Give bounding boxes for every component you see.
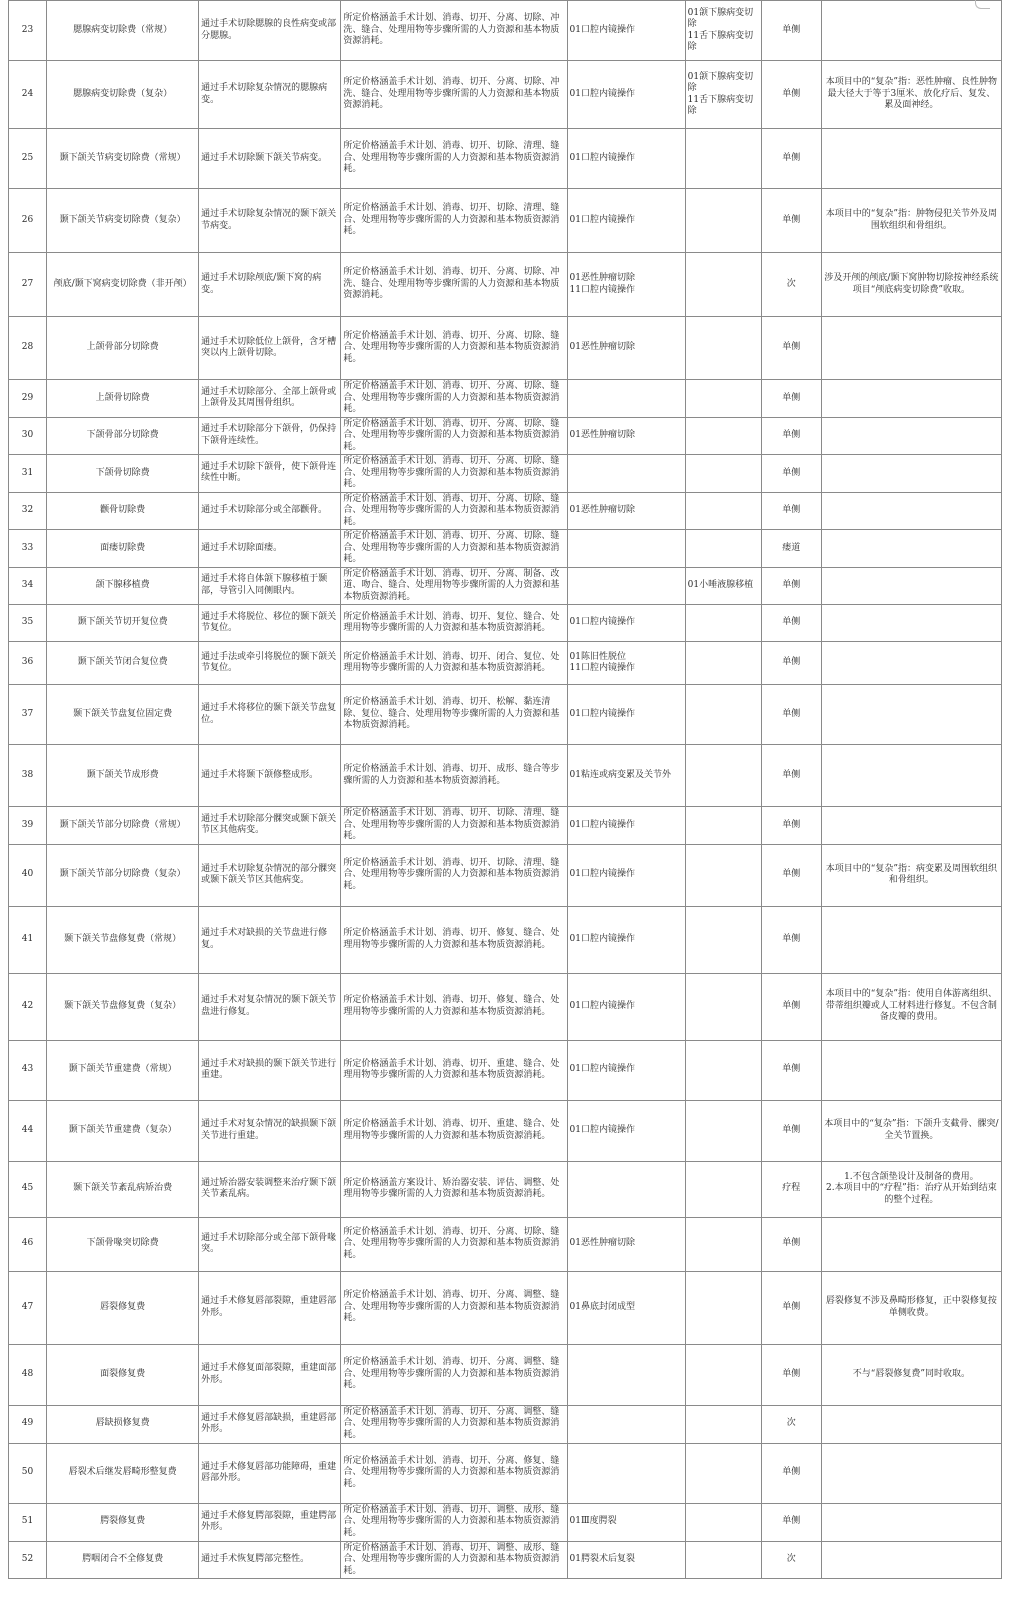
cell-name: 腭裂修复费 xyxy=(47,1503,199,1541)
cell-desc: 通过手术修复腭部裂隙，重建腭部外形。 xyxy=(199,1503,341,1541)
cell-unit: 疗程 xyxy=(761,1161,821,1217)
table-row xyxy=(9,61,1002,129)
cell-desc: 通过手术对缺损的关节盘进行修复。 xyxy=(199,906,341,973)
table-row xyxy=(9,417,1002,455)
cell-desc: 通过手术切除低位上颌骨，含牙槽突以内上颌骨切除。 xyxy=(199,317,341,380)
cell-content: 所定价格涵盖手术计划、消毒、切开、分离、切除、冲洗、缝合、处理用物等步骤所需的人力资源和基本物质资源消耗。 xyxy=(341,61,567,129)
cell-note: 本项目中的“复杂”指：使用自体游离组织、带蒂组织瓣或人工材料进行修复。不包含制备皮瓣的费用。 xyxy=(821,973,1001,1040)
cell-mod2 xyxy=(685,1503,761,1541)
cell-desc: 通过手术切除颅底/颞下窝的病变。 xyxy=(199,253,341,317)
cell-name: 腮腺病变切除费（常规） xyxy=(47,1,199,61)
cell-mod2 xyxy=(685,1271,761,1344)
cell-desc: 通过手术对复杂情况的缺损颞下颌关节进行重建。 xyxy=(199,1100,341,1161)
cell-mod2 xyxy=(685,1100,761,1161)
cell-note: 1.不包含颌垫设计及制备的费用。 2.本项目中的“疗程”指：治疗从开始到结束的整个过程。 xyxy=(821,1161,1001,1217)
table-row xyxy=(9,685,1002,745)
cell-mod2: 01颌下腺病变切除 11舌下腺病变切除 xyxy=(685,1,761,61)
cell-content: 所定价格涵盖手术计划、消毒、切开、闭合、复位、处理用物等步骤所需的人力资源和基本物质资源消耗。 xyxy=(341,642,567,685)
cell-note xyxy=(821,530,1001,568)
cell-mod2: 01小唾液腺移植 xyxy=(685,567,761,605)
cell-content: 所定价格涵盖手术计划、消毒、切开、切除、清理、缝合、处理用物等步骤所需的人力资源和基本物质资源消耗。 xyxy=(341,844,567,906)
cell-unit: 单侧 xyxy=(761,1,821,61)
cell-name: 腭咽闭合不全修复费 xyxy=(47,1541,199,1579)
cell-no: 37 xyxy=(9,685,47,745)
cell-unit: 单侧 xyxy=(761,189,821,253)
table-row xyxy=(9,642,1002,685)
table-row xyxy=(9,1443,1002,1503)
cell-mod2 xyxy=(685,844,761,906)
table-row xyxy=(9,745,1002,807)
cell-unit: 单侧 xyxy=(761,1271,821,1344)
cell-mod1: 01口腔内镜操作 xyxy=(567,1100,685,1161)
cell-note xyxy=(821,807,1001,845)
cell-name: 唇裂修复费 xyxy=(47,1271,199,1344)
cell-note xyxy=(821,567,1001,605)
cell-note xyxy=(821,745,1001,807)
cell-note: 不与“唇裂修复费”同时收取。 xyxy=(821,1344,1001,1405)
cell-desc: 通过手术切除复杂情况的腮腺病变。 xyxy=(199,61,341,129)
cell-unit: 单侧 xyxy=(761,906,821,973)
cell-no: 29 xyxy=(9,380,47,418)
cell-mod2 xyxy=(685,380,761,418)
cell-content: 所定价格涵盖手术计划、消毒、切开、松解、黏连清除、复位、缝合、处理用物等步骤所需的人力资源和基本物质资源消耗。 xyxy=(341,685,567,745)
cell-name: 颞下颌关节盘修复费（复杂） xyxy=(47,973,199,1040)
cell-unit: 单侧 xyxy=(761,455,821,493)
cell-no: 39 xyxy=(9,807,47,845)
cell-unit: 单侧 xyxy=(761,1100,821,1161)
cell-name: 颞下颌关节重建费（复杂） xyxy=(47,1100,199,1161)
cell-note xyxy=(821,1217,1001,1271)
cell-mod1 xyxy=(567,1161,685,1217)
cell-content: 所定价格涵盖手术计划、消毒、切开、分离、调整、缝合、处理用物等步骤所需的人力资源和基本物质资源消耗。 xyxy=(341,1271,567,1344)
cell-note xyxy=(821,317,1001,380)
cell-mod1: 01恶性肿瘤切除 11口腔内镜操作 xyxy=(567,253,685,317)
table-row xyxy=(9,1405,1002,1443)
cell-content: 所定价格涵盖手术计划、消毒、切开、分离、切除、缝合、处理用物等步骤所需的人力资源和基本物质资源消耗。 xyxy=(341,417,567,455)
cell-note xyxy=(821,380,1001,418)
cell-mod2 xyxy=(685,1040,761,1100)
cell-no: 27 xyxy=(9,253,47,317)
cell-note xyxy=(821,642,1001,685)
cell-unit: 单侧 xyxy=(761,567,821,605)
cell-mod2 xyxy=(685,745,761,807)
cell-unit: 单侧 xyxy=(761,492,821,530)
cell-note xyxy=(821,1541,1001,1579)
cell-mod1: 01口腔内镜操作 xyxy=(567,61,685,129)
cell-content: 所定价格涵盖手术计划、消毒、切开、分离、切除、缝合、处理用物等步骤所需的人力资源和基本物质资源消耗。 xyxy=(341,492,567,530)
table-row xyxy=(9,492,1002,530)
cell-mod1: 01恶性肿瘤切除 xyxy=(567,492,685,530)
cell-mod1: 01恶性肿瘤切除 xyxy=(567,417,685,455)
cell-desc: 通过手术对复杂情况的颞下颌关节盘进行修复。 xyxy=(199,973,341,1040)
cell-mod2 xyxy=(685,1217,761,1271)
cell-note xyxy=(821,455,1001,493)
cell-no: 51 xyxy=(9,1503,47,1541)
cell-desc: 通过手术将自体颌下腺移植于颞部，导管引入同侧眼内。 xyxy=(199,567,341,605)
cell-mod2: 01颌下腺病变切除 11舌下腺病变切除 xyxy=(685,61,761,129)
table-row xyxy=(9,1217,1002,1271)
cell-no: 36 xyxy=(9,642,47,685)
cell-desc: 通过手术切除部分或全部颧骨。 xyxy=(199,492,341,530)
cell-mod1: 01Ⅲ度腭裂 xyxy=(567,1503,685,1541)
cell-desc: 通过手术将脱位、移位的颞下颌关节复位。 xyxy=(199,605,341,642)
cell-name: 颞下颌关节闭合复位费 xyxy=(47,642,199,685)
table-row xyxy=(9,567,1002,605)
cell-desc: 通过手术对缺损的颞下颌关节进行重建。 xyxy=(199,1040,341,1100)
cell-unit: 单侧 xyxy=(761,745,821,807)
price-item-table-sheet xyxy=(8,0,1002,1579)
cell-unit: 单侧 xyxy=(761,380,821,418)
cell-no: 25 xyxy=(9,129,47,189)
cell-name: 颞下颌关节切开复位费 xyxy=(47,605,199,642)
cell-desc: 通过手术切除复杂情况的部分髁突或颞下颌关节区其他病变。 xyxy=(199,844,341,906)
cell-no: 33 xyxy=(9,530,47,568)
cell-desc: 通过手术切除部分髁突或颞下颌关节区其他病变。 xyxy=(199,807,341,845)
cell-no: 35 xyxy=(9,605,47,642)
cell-content: 所定价格涵盖手术计划、消毒、切开、分离、切除、缝合、处理用物等步骤所需的人力资源和基本物质资源消耗。 xyxy=(341,380,567,418)
cell-content: 所定价格涵盖手术计划、消毒、切开、重建、缝合、处理用物等步骤所需的人力资源和基本物质资源消耗。 xyxy=(341,1100,567,1161)
cell-no: 48 xyxy=(9,1344,47,1405)
cell-no: 52 xyxy=(9,1541,47,1579)
cell-content: 所定价格涵盖手术计划、消毒、切开、切除、清理、缝合、处理用物等步骤所需的人力资源和基本物质资源消耗。 xyxy=(341,189,567,253)
cell-unit: 单侧 xyxy=(761,685,821,745)
cell-no: 26 xyxy=(9,189,47,253)
cell-mod2 xyxy=(685,1443,761,1503)
table-row xyxy=(9,906,1002,973)
cell-mod1: 01陈旧性脱位 11口腔内镜操作 xyxy=(567,642,685,685)
cell-content: 所定价格涵盖手术计划、消毒、切开、分离、制备、改道、吻合、缝合、处理用物等步骤所需的人力资源和基本物质资源消耗。 xyxy=(341,567,567,605)
cell-desc: 通过手术修复唇部功能障碍，重建唇部外形。 xyxy=(199,1443,341,1503)
cell-mod1: 01口腔内镜操作 xyxy=(567,844,685,906)
cell-no: 42 xyxy=(9,973,47,1040)
cell-mod1: 01鼻底封闭成型 xyxy=(567,1271,685,1344)
table-row xyxy=(9,973,1002,1040)
cell-no: 45 xyxy=(9,1161,47,1217)
cell-mod2 xyxy=(685,455,761,493)
table-row xyxy=(9,1503,1002,1541)
cell-name: 颅底/颞下窝病变切除费（非开颅） xyxy=(47,253,199,317)
cell-name: 上颌骨切除费 xyxy=(47,380,199,418)
cell-note xyxy=(821,1503,1001,1541)
cell-name: 颞下颌关节部分切除费（常规） xyxy=(47,807,199,845)
cell-mod2 xyxy=(685,317,761,380)
cell-name: 颞下颌关节紊乱病矫治费 xyxy=(47,1161,199,1217)
cell-mod2 xyxy=(685,189,761,253)
cell-note xyxy=(821,492,1001,530)
cell-no: 47 xyxy=(9,1271,47,1344)
cell-content: 所定价格涵盖手术计划、消毒、切开、分离、切除、缝合、处理用物等步骤所需的人力资源和基本物质资源消耗。 xyxy=(341,1217,567,1271)
cell-content: 所定价格涵盖手术计划、消毒、切开、分离、调整、缝合、处理用物等步骤所需的人力资源和基本物质资源消耗。 xyxy=(341,1344,567,1405)
cell-mod2 xyxy=(685,417,761,455)
cell-mod1: 01口腔内镜操作 xyxy=(567,605,685,642)
cell-mod2 xyxy=(685,605,761,642)
table-row xyxy=(9,380,1002,418)
cell-mod1: 01粘连或病变累及关节外 xyxy=(567,745,685,807)
cell-note xyxy=(821,605,1001,642)
cell-no: 44 xyxy=(9,1100,47,1161)
cell-name: 上颌骨部分切除费 xyxy=(47,317,199,380)
cell-mod1 xyxy=(567,567,685,605)
cell-desc: 通过手术修复面部裂隙，重建面部外形。 xyxy=(199,1344,341,1405)
table-row xyxy=(9,189,1002,253)
cell-desc: 通过手术恢复腭部完整性。 xyxy=(199,1541,341,1579)
cell-desc: 通过手术切除复杂情况的颞下颌关节病变。 xyxy=(199,189,341,253)
cell-name: 颞下颌关节病变切除费（复杂） xyxy=(47,189,199,253)
cell-unit: 单侧 xyxy=(761,1344,821,1405)
cell-unit: 单侧 xyxy=(761,1443,821,1503)
cell-desc: 通过手术修复唇部缺损，重建唇部外形。 xyxy=(199,1405,341,1443)
cell-desc: 通过手法或牵引将脱位的颞下颌关节复位。 xyxy=(199,642,341,685)
cell-mod2 xyxy=(685,129,761,189)
cell-content: 所定价格涵盖手术计划、消毒、切开、修复、缝合、处理用物等步骤所需的人力资源和基本物质资源消耗。 xyxy=(341,906,567,973)
cell-no: 24 xyxy=(9,61,47,129)
cell-name: 唇裂术后继发唇畸形整复费 xyxy=(47,1443,199,1503)
cell-name: 颌下腺移植费 xyxy=(47,567,199,605)
cell-mod1: 01恶性肿瘤切除 xyxy=(567,317,685,380)
cell-unit: 次 xyxy=(761,1405,821,1443)
cell-note xyxy=(821,129,1001,189)
cell-unit: 单侧 xyxy=(761,642,821,685)
cell-unit: 单侧 xyxy=(761,417,821,455)
cell-content: 所定价格涵盖手术计划、消毒、切开、重建、缝合、处理用物等步骤所需的人力资源和基本物质资源消耗。 xyxy=(341,1040,567,1100)
table-row xyxy=(9,317,1002,380)
cell-content: 所定价格涵盖手术计划、消毒、切开、分离、调整、缝合、处理用物等步骤所需的人力资源和基本物质资源消耗。 xyxy=(341,1405,567,1443)
cell-unit: 单侧 xyxy=(761,1040,821,1100)
table-row xyxy=(9,1541,1002,1579)
cell-mod1: 01腭裂术后复裂 xyxy=(567,1541,685,1579)
cell-mod1: 01口腔内镜操作 xyxy=(567,807,685,845)
table-row xyxy=(9,530,1002,568)
cell-mod2 xyxy=(685,642,761,685)
cell-mod1: 01口腔内镜操作 xyxy=(567,189,685,253)
cell-mod1 xyxy=(567,1405,685,1443)
cell-note xyxy=(821,906,1001,973)
cell-unit: 单侧 xyxy=(761,973,821,1040)
cell-no: 34 xyxy=(9,567,47,605)
cell-note xyxy=(821,1040,1001,1100)
cell-content: 所定价格涵盖手术计划、消毒、切开、复位、缝合、处理用物等步骤所需的人力资源和基本物质资源消耗。 xyxy=(341,605,567,642)
table-row xyxy=(9,1271,1002,1344)
cell-mod2 xyxy=(685,1405,761,1443)
cell-mod1: 01口腔内镜操作 xyxy=(567,1,685,61)
cell-mod1 xyxy=(567,455,685,493)
cell-name: 唇缺损修复费 xyxy=(47,1405,199,1443)
cell-name: 颞下颌关节盘修复费（常规） xyxy=(47,906,199,973)
table-row xyxy=(9,1,1002,61)
cell-note: 本项目中的“复杂”指：肿物侵犯关节外及周围软组织和骨组织。 xyxy=(821,189,1001,253)
cell-desc: 通过手术修复唇部裂隙，重建唇部外形。 xyxy=(199,1271,341,1344)
cell-content: 所定价格涵盖手术计划、消毒、切开、成形、缝合等步骤所需的人力资源和基本物质资源消耗。 xyxy=(341,745,567,807)
cell-unit: 单侧 xyxy=(761,605,821,642)
cell-content: 所定价格涵盖手术计划、消毒、切开、分离、切除、缝合、处理用物等步骤所需的人力资源和基本物质资源消耗。 xyxy=(341,530,567,568)
cell-mod2 xyxy=(685,492,761,530)
cell-name: 颞下颌关节重建费（常规） xyxy=(47,1040,199,1100)
cell-mod1 xyxy=(567,380,685,418)
cell-note: 本项目中的“复杂”指：病变累及周围软组织和骨组织。 xyxy=(821,844,1001,906)
cell-content: 所定价格涵盖手术计划、消毒、切开、调整、成形、缝合、处理用物等步骤所需的人力资源和基本物质资源消耗。 xyxy=(341,1541,567,1579)
cell-name: 颞下颌关节病变切除费（常规） xyxy=(47,129,199,189)
cell-mod2 xyxy=(685,1344,761,1405)
cell-mod2 xyxy=(685,906,761,973)
cell-note: 涉及开颅的颅底/颞下窝肿物切除按神经系统项目“颅底病变切除费”收取。 xyxy=(821,253,1001,317)
cell-mod2 xyxy=(685,253,761,317)
cell-mod2 xyxy=(685,807,761,845)
cell-desc: 通过手术切除部分下颌骨，仍保持下颌骨连续性。 xyxy=(199,417,341,455)
cell-content: 所定价格涵盖手术计划、消毒、切开、分离、修复、缝合、处理用物等步骤所需的人力资源和基本物质资源消耗。 xyxy=(341,1443,567,1503)
cell-note: 唇裂修复不涉及鼻畸形修复，正中裂修复按单侧收费。 xyxy=(821,1271,1001,1344)
cell-name: 下颌骨切除费 xyxy=(47,455,199,493)
cell-desc: 通过手术将移位的颞下颌关节盘复位。 xyxy=(199,685,341,745)
cell-mod1: 01口腔内镜操作 xyxy=(567,973,685,1040)
cell-note: 本项目中的“复杂”指：下颌升支截骨、髁突/全关节置换。 xyxy=(821,1100,1001,1161)
scroll-corner xyxy=(975,0,990,9)
table-row xyxy=(9,253,1002,317)
cell-mod1 xyxy=(567,1344,685,1405)
table-row xyxy=(9,1161,1002,1217)
cell-mod2 xyxy=(685,530,761,568)
cell-name: 颞下颌关节盘复位固定费 xyxy=(47,685,199,745)
cell-no: 49 xyxy=(9,1405,47,1443)
cell-desc: 通过手术将颞下颌修整成形。 xyxy=(199,745,341,807)
cell-mod1: 01口腔内镜操作 xyxy=(567,685,685,745)
cell-content: 所定价格涵盖手术计划、消毒、切开、切除、清理、缝合、处理用物等步骤所需的人力资源和基本物质资源消耗。 xyxy=(341,807,567,845)
cell-note xyxy=(821,417,1001,455)
cell-desc: 通过手术切除腮腺的良性病变或部分腮腺。 xyxy=(199,1,341,61)
cell-desc: 通过手术切除下颌骨，使下颌骨连续性中断。 xyxy=(199,455,341,493)
table-row xyxy=(9,807,1002,845)
cell-no: 32 xyxy=(9,492,47,530)
cell-mod2 xyxy=(685,685,761,745)
cell-name: 颧骨切除费 xyxy=(47,492,199,530)
cell-no: 30 xyxy=(9,417,47,455)
cell-mod2 xyxy=(685,1541,761,1579)
cell-no: 46 xyxy=(9,1217,47,1271)
cell-name: 下颌骨喙突切除费 xyxy=(47,1217,199,1271)
cell-unit: 单侧 xyxy=(761,1217,821,1271)
cell-name: 颞下颌关节成形费 xyxy=(47,745,199,807)
table-row xyxy=(9,455,1002,493)
cell-unit: 瘘道 xyxy=(761,530,821,568)
table-row xyxy=(9,1040,1002,1100)
cell-mod1: 01恶性肿瘤切除 xyxy=(567,1217,685,1271)
cell-unit: 次 xyxy=(761,1541,821,1579)
cell-note xyxy=(821,1443,1001,1503)
cell-unit: 单侧 xyxy=(761,844,821,906)
cell-mod2 xyxy=(685,973,761,1040)
cell-mod1: 01口腔内镜操作 xyxy=(567,906,685,973)
cell-name: 面裂修复费 xyxy=(47,1344,199,1405)
cell-no: 50 xyxy=(9,1443,47,1503)
cell-note: 本项目中的“复杂”指：恶性肿瘤、良性肿物最大径大于等于3厘米、放化疗后、复发、累及面神经。 xyxy=(821,61,1001,129)
cell-mod1: 01口腔内镜操作 xyxy=(567,129,685,189)
cell-unit: 次 xyxy=(761,253,821,317)
cell-mod1 xyxy=(567,530,685,568)
cell-unit: 单侧 xyxy=(761,317,821,380)
price-item-table xyxy=(8,0,1002,1579)
table-row xyxy=(9,844,1002,906)
cell-mod1 xyxy=(567,1443,685,1503)
cell-name: 下颌骨部分切除费 xyxy=(47,417,199,455)
cell-content: 所定价格涵盖手术计划、消毒、切开、切除、清理、缝合、处理用物等步骤所需的人力资源和基本物质资源消耗。 xyxy=(341,129,567,189)
cell-desc: 通过矫治器安装调整来治疗颞下颌关节紊乱病。 xyxy=(199,1161,341,1217)
cell-unit: 单侧 xyxy=(761,61,821,129)
cell-no: 41 xyxy=(9,906,47,973)
cell-content: 所定价格涵盖手术计划、消毒、切开、分离、切除、冲洗、缝合、处理用物等步骤所需的人力资源和基本物质资源消耗。 xyxy=(341,253,567,317)
table-row xyxy=(9,1100,1002,1161)
cell-no: 23 xyxy=(9,1,47,61)
cell-no: 38 xyxy=(9,745,47,807)
cell-note xyxy=(821,1,1001,61)
table-row xyxy=(9,605,1002,642)
cell-unit: 单侧 xyxy=(761,1503,821,1541)
cell-content: 所定价格涵盖手术计划、消毒、切开、分离、切除、缝合、处理用物等步骤所需的人力资源和基本物质资源消耗。 xyxy=(341,455,567,493)
cell-mod2 xyxy=(685,1161,761,1217)
table-row xyxy=(9,129,1002,189)
cell-no: 31 xyxy=(9,455,47,493)
cell-note xyxy=(821,685,1001,745)
cell-name: 面瘘切除费 xyxy=(47,530,199,568)
cell-desc: 通过手术切除面瘘。 xyxy=(199,530,341,568)
table-body xyxy=(9,1,1002,1579)
cell-content: 所定价格涵盖手术计划、消毒、切开、调整、成形、缝合、处理用物等步骤所需的人力资源和基本物质资源消耗。 xyxy=(341,1503,567,1541)
cell-name: 腮腺病变切除费（复杂） xyxy=(47,61,199,129)
cell-unit: 单侧 xyxy=(761,129,821,189)
cell-desc: 通过手术切除部分或全部下颌骨喙突。 xyxy=(199,1217,341,1271)
cell-content: 所定价格涵盖手术计划、消毒、切开、分离、切除、缝合、处理用物等步骤所需的人力资源和基本物质资源消耗。 xyxy=(341,317,567,380)
cell-name: 颞下颌关节部分切除费（复杂） xyxy=(47,844,199,906)
cell-content: 所定价格涵盖手术计划、消毒、切开、修复、缝合、处理用物等步骤所需的人力资源和基本物质资源消耗。 xyxy=(341,973,567,1040)
cell-desc: 通过手术切除部分、全部上颌骨或上颌骨及其周围骨组织。 xyxy=(199,380,341,418)
cell-no: 28 xyxy=(9,317,47,380)
cell-no: 43 xyxy=(9,1040,47,1100)
cell-content: 所定价格涵盖手术计划、消毒、切开、分离、切除、冲洗、缝合、处理用物等步骤所需的人力资源和基本物质资源消耗。 xyxy=(341,1,567,61)
cell-desc: 通过手术切除颞下颌关节病变。 xyxy=(199,129,341,189)
cell-unit: 单侧 xyxy=(761,807,821,845)
cell-content: 所定价格涵盖方案设计、矫治器安装、评估、调整、处理用物等步骤所需的人力资源和基本物质资源消耗。 xyxy=(341,1161,567,1217)
cell-no: 40 xyxy=(9,844,47,906)
table-row xyxy=(9,1344,1002,1405)
cell-note xyxy=(821,1405,1001,1443)
cell-mod1: 01口腔内镜操作 xyxy=(567,1040,685,1100)
